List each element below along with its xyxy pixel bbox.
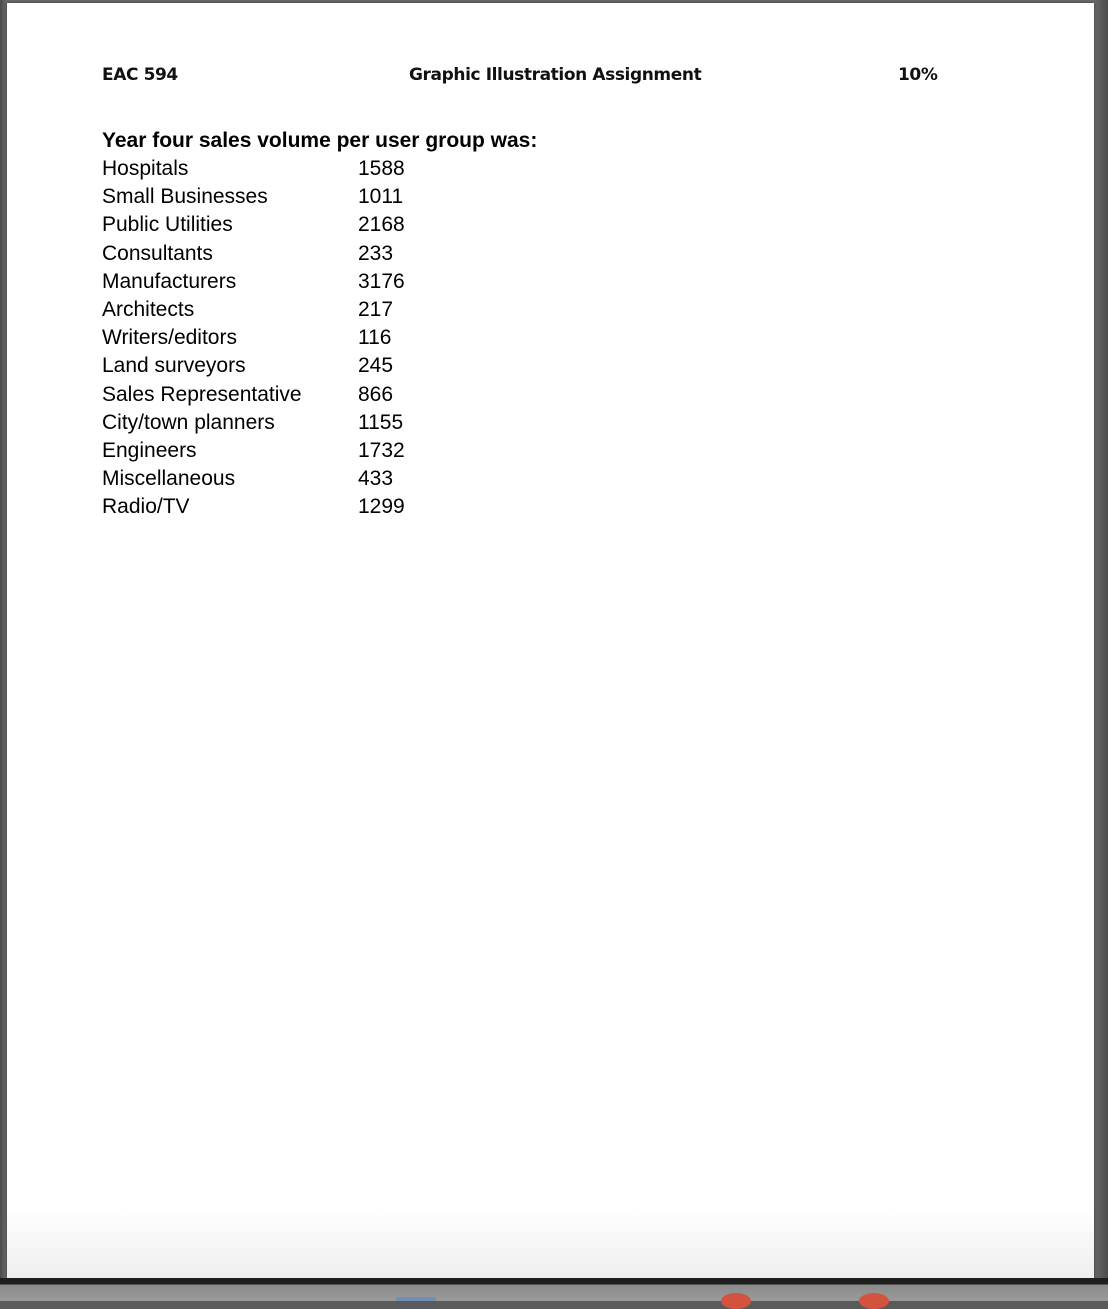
row-label: Public Utilities — [102, 213, 233, 237]
sales-content — [102, 127, 537, 521]
row-value: 1588 — [358, 157, 405, 180]
sales-heading: Year four sales volume per user group was: — [102, 129, 538, 152]
row-value: 1011 — [358, 185, 404, 209]
row-value: 2168 — [358, 213, 405, 237]
table-row — [102, 240, 537, 268]
row-label: Hospitals — [102, 157, 189, 180]
row-label: Consultants — [102, 241, 213, 265]
taskbar-strip — [0, 1278, 1108, 1301]
row-value: 866 — [358, 382, 394, 406]
table-row — [102, 352, 537, 380]
table-row — [102, 493, 537, 521]
row-value: 1299 — [358, 495, 405, 519]
row-label: Sales Representative — [102, 382, 302, 406]
assignment-title: Graphic Illustration Assignment — [409, 65, 702, 85]
row-label: Engineers — [102, 438, 197, 462]
notification-dot[interactable] — [859, 1293, 889, 1309]
notification-dot[interactable] — [721, 1293, 751, 1309]
row-label: City/town planners — [102, 410, 275, 434]
grade-weight: 10% — [898, 65, 938, 85]
page-bottom-shading — [7, 1208, 1094, 1278]
row-value: 3176 — [358, 269, 405, 293]
row-label: Writers/editors — [102, 326, 237, 350]
table-row — [102, 296, 537, 324]
row-value: 245 — [358, 354, 394, 378]
row-value: 1155 — [358, 410, 404, 434]
row-label: Land surveyors — [102, 354, 246, 378]
document-page[interactable] — [7, 3, 1094, 1278]
table-row — [102, 324, 537, 352]
table-row — [102, 268, 537, 296]
row-label: Manufacturers — [102, 269, 237, 293]
page-header — [7, 63, 1094, 89]
row-label: Radio/TV — [102, 495, 190, 519]
course-code: EAC 594 — [102, 65, 178, 85]
row-value: 116 — [358, 326, 392, 350]
table-row — [102, 155, 537, 183]
row-value: 217 — [358, 297, 394, 321]
table-row — [102, 437, 537, 465]
row-label: Miscellaneous — [102, 467, 236, 491]
sales-table — [102, 155, 537, 521]
table-row — [102, 381, 537, 409]
row-value: 233 — [358, 241, 394, 265]
table-row — [102, 465, 537, 493]
row-value: 433 — [358, 467, 394, 491]
taskbar-item[interactable] — [396, 1297, 436, 1301]
row-value: 1732 — [358, 438, 405, 462]
table-row — [102, 211, 537, 239]
row-label: Architects — [102, 297, 195, 321]
table-row — [102, 409, 537, 437]
row-label: Small Businesses — [102, 185, 268, 209]
table-row — [102, 183, 537, 211]
